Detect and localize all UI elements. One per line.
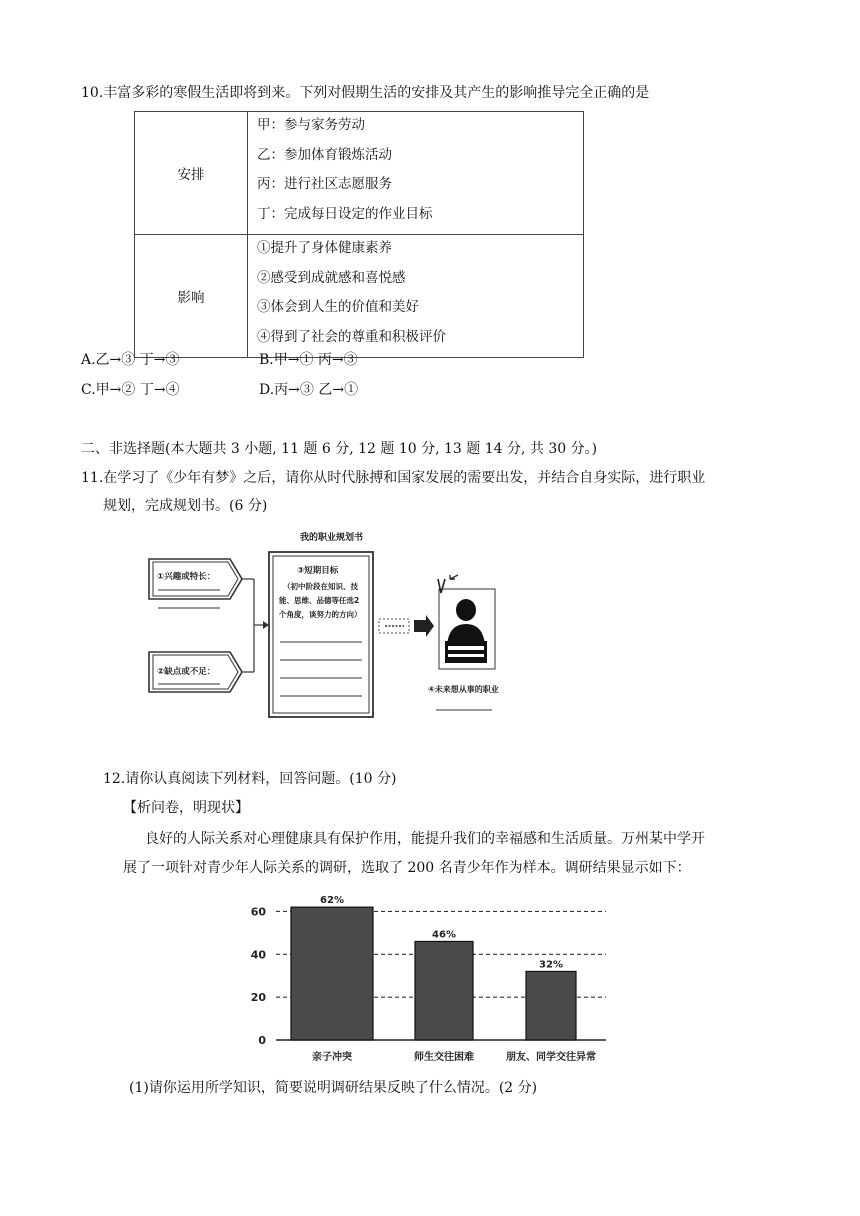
short-term-goal-hint: （初中阶段在知识、技 (283, 582, 358, 591)
person-head-icon (456, 599, 476, 621)
y-tick-label: 20 (250, 991, 266, 1005)
y-tick-label: 40 (250, 948, 266, 962)
q12-sub1: (1)请你运用所学知识，简要说明调研结果反映了什么情况。(2 分) (129, 1080, 538, 1096)
q11-line1: 11.在学习了《少年有梦》之后，请你从时代脉搏和国家发展的需要出发，并结合自身实际，进行职业 (81, 470, 706, 486)
q12-para1: 良好的人际关系对心理健康具有保护作用，能提升我们的幸福感和生活质量。万州某中学开 (145, 831, 705, 847)
arrange-item: 乙：参加体育锻炼活动 (257, 146, 392, 163)
effect-head: 影响 (135, 235, 248, 358)
option-d[interactable]: D.丙→③ 乙→① (259, 382, 359, 398)
bar-value-label: 32% (539, 959, 563, 971)
box-weakness-label: ②缺点或不足： (157, 667, 216, 677)
x-category-label: 朋友、同学交往异常 (506, 1052, 596, 1063)
q12-heading: 【析问卷，明现状】 (123, 800, 249, 816)
short-term-goal-hint: 个角度，谈努力的方向） (279, 610, 362, 619)
effect-item: ③体会到人生的价值和美好 (257, 299, 419, 315)
y-tick-label: 60 (250, 905, 266, 919)
bar (291, 907, 373, 1040)
arrange-head: 安排 (135, 112, 248, 235)
arrange-list (248, 112, 584, 235)
arrange-item: 丙：进行社区志愿服务 (257, 176, 392, 192)
bar-value-label: 46% (432, 929, 456, 941)
x-category-label: 师生交往困难 (414, 1052, 474, 1063)
q12-para2: 展了一项针对青少年人际关系的调研，选取了 200 名青少年作为样本。调研结果显示如下： (123, 860, 691, 876)
short-term-goal-hint: 能、思维、品德等任选2 (279, 596, 360, 605)
effect-list (248, 235, 584, 358)
option-c[interactable]: C.甲→② 丁→④ (81, 382, 180, 398)
future-job-label: ④未来想从事的职业 (428, 685, 499, 694)
x-category-label: 亲子冲突 (312, 1052, 352, 1063)
career-plan-diagram (142, 527, 502, 723)
bar-value-label: 62% (320, 895, 344, 907)
bar (526, 971, 576, 1040)
effect-item: ①提升了身体健康素养 (257, 240, 392, 256)
check-mark-icon (438, 579, 455, 593)
option-a[interactable]: A.乙→③ 丁→③ (81, 352, 180, 368)
effect-item: ②感受到成就感和喜悦感 (257, 269, 406, 286)
arrangement-table (134, 111, 584, 358)
q11-line2: 规划，完成规划书。(6 分) (103, 498, 268, 514)
short-term-goal-box (269, 552, 373, 717)
section-heading: 二、非选择题(本大题共 3 小题, 11 题 6 分, 12 题 10 分, 13 题 14 分, 共 30 分。) (81, 441, 598, 457)
short-term-goal-title: ③短期目标 (297, 566, 339, 576)
bar (415, 941, 473, 1040)
right-arrow-icon (414, 615, 434, 637)
effect-item: ④得到了社会的尊重和积极评价 (257, 328, 446, 345)
arrange-item: 丁：完成每日设定的作业目标 (257, 205, 433, 222)
q10-stem: 10.丰富多彩的寒假生活即将到来。下列对假期生活的安排及其产生的影响推导完全正确的是 (81, 85, 650, 101)
survey-bar-chart (244, 890, 624, 1070)
plan-title: 我的职业规划书 (300, 533, 364, 543)
arrange-item: 甲：参与家务劳动 (257, 117, 365, 133)
box-interest-label: ①兴趣或特长： (157, 572, 216, 582)
q12-stem: 12.请你认真阅读下列材料，回答问题。(10 分) (103, 771, 397, 787)
y-tick-label: 0 (258, 1034, 266, 1047)
option-b[interactable]: B.甲→① 丙→③ (259, 352, 358, 368)
